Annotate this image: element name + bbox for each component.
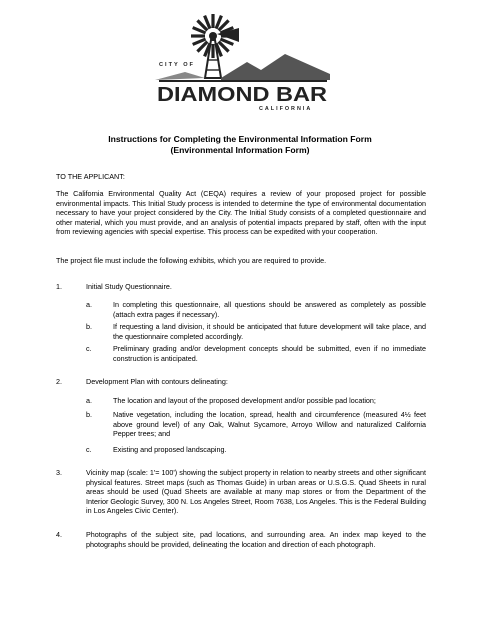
sub-item-text: If requesting a land division, it should be anticipated that future development will take place, and the questionnaire completed accordingly. (113, 322, 426, 341)
sub-item-letter: a. (86, 300, 92, 309)
sub-item-text: The location and layout of the proposed development and/or possible pad location; (113, 396, 376, 405)
sub-item-text: Native vegetation, including the location, spread, health and circumference (measured 4½ feet above ground level) of any Oak, Walnut Sycamore, Arroyo Willow and naturalized California Pepper trees; and (113, 410, 426, 439)
item-number: 3. (56, 468, 62, 477)
document-title: Instructions for Completing the Environmental Information Form (108, 134, 372, 144)
sub-item-letter: c. (86, 344, 92, 353)
logo-city-of: CITY OF (159, 62, 195, 68)
item-number: 2. (56, 377, 62, 386)
sub-item-letter: b. (86, 322, 92, 331)
sub-item-text: Preliminary grading and/or development concepts should be submitted, even if no immediate construction is anticipated. (113, 344, 426, 363)
sub-item-text: Existing and proposed landscaping. (113, 445, 227, 454)
item-text: Photographs of the subject site, pad locations, and surrounding area. An index map keyed to the photographs should be provided, delineating the location and direction of each photograph. (86, 530, 426, 549)
intro-paragraph: The California Environmental Quality Act (CEQA) requires a review of your proposed project for possible environmental impacts. This Initial Study process is intended to determine the type of environmental documentation necessary to have your project considered by the City. The Initial Study consists of a completed questionnaire and other material, which you must provide, and an analysis of potential impacts prepared by staff, often with the input from reviewing agencies with special expertise. This process can be expedited with your cooperation. (56, 189, 426, 237)
item-text: Development Plan with contours delineating: (86, 377, 228, 386)
item-text: Vicinity map (scale: 1'= 100') showing the subject property in relation to nearby streets and other significant physical features. Street maps (such as Thomas Guide) in urban areas or U.S.G.S. Quad Sheets in rural areas should be used (Quad Sheets are available at many map stores or from the Department of the Interior Geologic Survey, 300 N. Los Angeles Street, Room 7638, Los Angeles. This is the Federal Building in Los Angeles Civic Center). (86, 468, 426, 516)
exhibits-intro: The project file must include the following exhibits, which you are required to provide. (56, 256, 327, 265)
item-text: Initial Study Questionnaire. (86, 282, 172, 291)
document-subtitle: (Environmental Information Form) (170, 145, 310, 155)
city-logo (155, 14, 330, 114)
sub-item-text: In completing this questionnaire, all questions should be answered as completely as possible (attach extra pages if necessary). (113, 300, 426, 319)
item-number: 1. (56, 282, 62, 291)
salutation: TO THE APPLICANT: (56, 172, 125, 181)
sub-item-letter: a. (86, 396, 92, 405)
sub-item-letter: c. (86, 445, 92, 454)
sub-item-letter: b. (86, 410, 92, 419)
logo-state: CALIFORNIA (259, 106, 313, 112)
windmill-logo-graphic (155, 14, 330, 114)
item-number: 4. (56, 530, 62, 539)
logo-name: DIAMOND BAR (157, 84, 328, 106)
